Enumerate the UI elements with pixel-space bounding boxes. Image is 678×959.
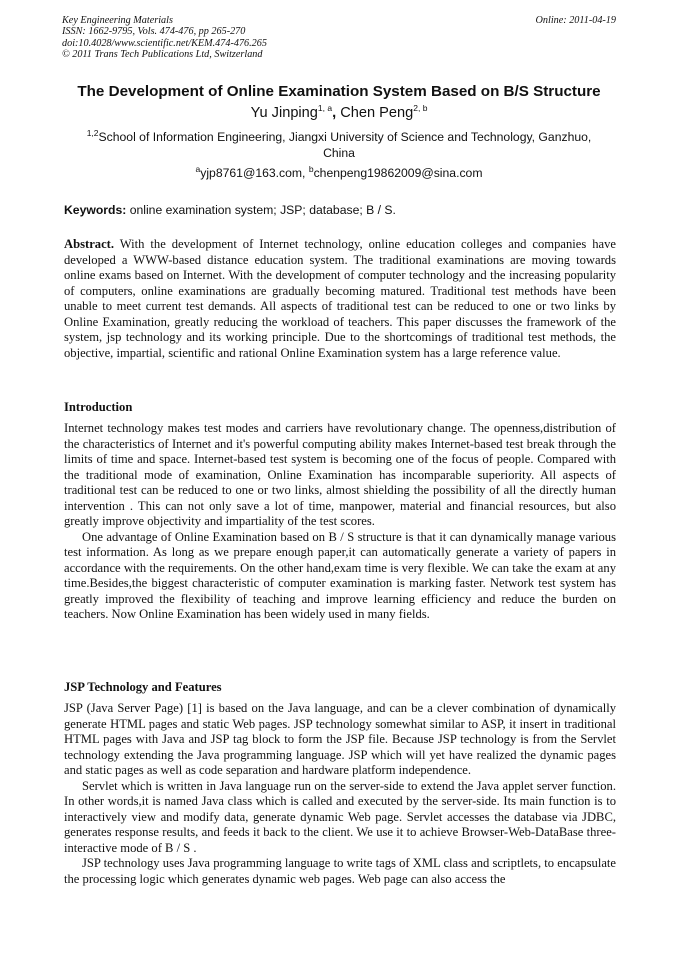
jsp-body bbox=[64, 701, 616, 887]
email-superscript: a bbox=[195, 163, 201, 174]
author-separator: , bbox=[332, 105, 341, 121]
paragraph: Internet technology makes test modes and carriers have revolutionary change. The openness,distribution of the characteristics of Internet and it's powerful computing ability makes Internet-based test break through the limits of time and space. Internet-based test system is becoming one of the focus of people. Compared with the traditional mode of examination, Online Examination has incomparable superiority. All aspects of traditional test can be reduced to one or two links, almost shielding the possibility of all the directly human intervention . This can not only save a lot of time, manpower, material and financial resources, but also greatly improve objectivity and impartiality of the test scores. bbox=[64, 421, 616, 528]
paper-title: The Development of Online Examination System Based on B/S Structure bbox=[77, 83, 601, 100]
affiliation-superscript: 1,2 bbox=[86, 127, 99, 138]
abstract bbox=[64, 237, 616, 361]
journal-name: Key Engineering Materials bbox=[62, 15, 173, 26]
paragraph: JSP (Java Server Page) [1] is based on the Java language, and can be a clever combination of dynamically generate HTML pages and static Web pages. JSP technology somewhat similar to ASP, it insert in traditional HTML pages with Java and JSP tag block to form the JSP file. Because JSP technology is from the Servlet technology extending the Java programming language. JSP which will yet have realized the dynamic pages and static pages as well as code separation and hardware platform independence. bbox=[64, 701, 616, 777]
author-superscript: 1, a bbox=[317, 103, 333, 114]
email-superscript: b bbox=[308, 163, 314, 174]
introduction-body bbox=[64, 421, 616, 623]
section-heading-jsp: JSP Technology and Features bbox=[64, 680, 222, 694]
affiliation bbox=[80, 127, 598, 161]
keywords-label: Keywords: bbox=[64, 203, 127, 217]
abstract-text: With the development of Internet technology, online education colleges and companies have developed a WWW-based distance education system. The traditional examinations are moving towards online exams based on Internet. With the development of computer technology and the increasing popularity of computers, online examinations are gradually becoming matured. Traditional test methods have been unable to meet current test demands. All aspects of traditional test can be reduced to one or two links by Online Examination, greatly reducing the workload of teachers. This paper discusses the framework of the system, jsp technology and its working principle. Due to the shortcomings of traditional test methods, the objective, impartial, scientific and rational Online Examination system has a large reference value. bbox=[64, 237, 616, 360]
affiliation-text: School of Information Engineering, Jiangxi University of Science and Technology, Ganzhuo, China bbox=[98, 130, 592, 160]
author-name: Chen Peng bbox=[340, 105, 414, 121]
author-name: Yu Jinping bbox=[250, 105, 318, 121]
section-heading-introduction: Introduction bbox=[64, 400, 133, 414]
paragraph: One advantage of Online Examination based on B / S structure is that it can dynamically manage various test information. As long as we prepare enough paper,it can automatically generate a variety of papers in accordance with the requirements. On the other hand,exam time is very flexible. We can take the exam at any time.Besides,the biggest characteristic of computer examination is marking faster. Network test system has greatly improved the flexibility of teaching and improve learning efficiency and reduce the burden on teachers. Now Online Examination has been widely used in many fields. bbox=[64, 529, 616, 621]
copyright-line: © 2011 Trans Tech Publications Ltd, Switzerland bbox=[62, 49, 263, 61]
keywords bbox=[64, 203, 616, 218]
email-line bbox=[40, 163, 638, 181]
online-date: Online: 2011-04-19 bbox=[535, 15, 616, 26]
email-address: yjp8761@163.com, bbox=[200, 166, 309, 180]
issn-line: ISSN: 1662-9795, Vols. 474-476, pp 265-270 bbox=[62, 26, 246, 38]
abstract-label: Abstract. bbox=[64, 237, 115, 251]
keywords-text: online examination system; JSP; database; B / S. bbox=[126, 203, 396, 217]
email-address: chenpeng19862009@sina.com bbox=[313, 166, 483, 180]
author-line bbox=[40, 103, 638, 123]
author-superscript: 2, b bbox=[413, 103, 428, 114]
doi-line: doi:10.4028/www.scientific.net/KEM.474-476.265 bbox=[62, 37, 267, 49]
journal-header bbox=[62, 15, 616, 61]
paragraph: Servlet which is written in Java language run on the server-side to extend the Java applet server function. In other words,it is named Java class which is called and executed by the server-side. Its main function is to interactively view and modify data, generate dynamic Web page. Servlet accesses the database via JDBC, generates response results, and feeds it back to the client. We use it to achieve Browser-Web-DataBase three-interactive mode of B / S . bbox=[64, 778, 616, 855]
paragraph: JSP technology uses Java programming language to write tags of XML class and scriptlets, to encapsulate the processing logic which generates dynamic web pages. Web page can also access the bbox=[64, 856, 616, 886]
